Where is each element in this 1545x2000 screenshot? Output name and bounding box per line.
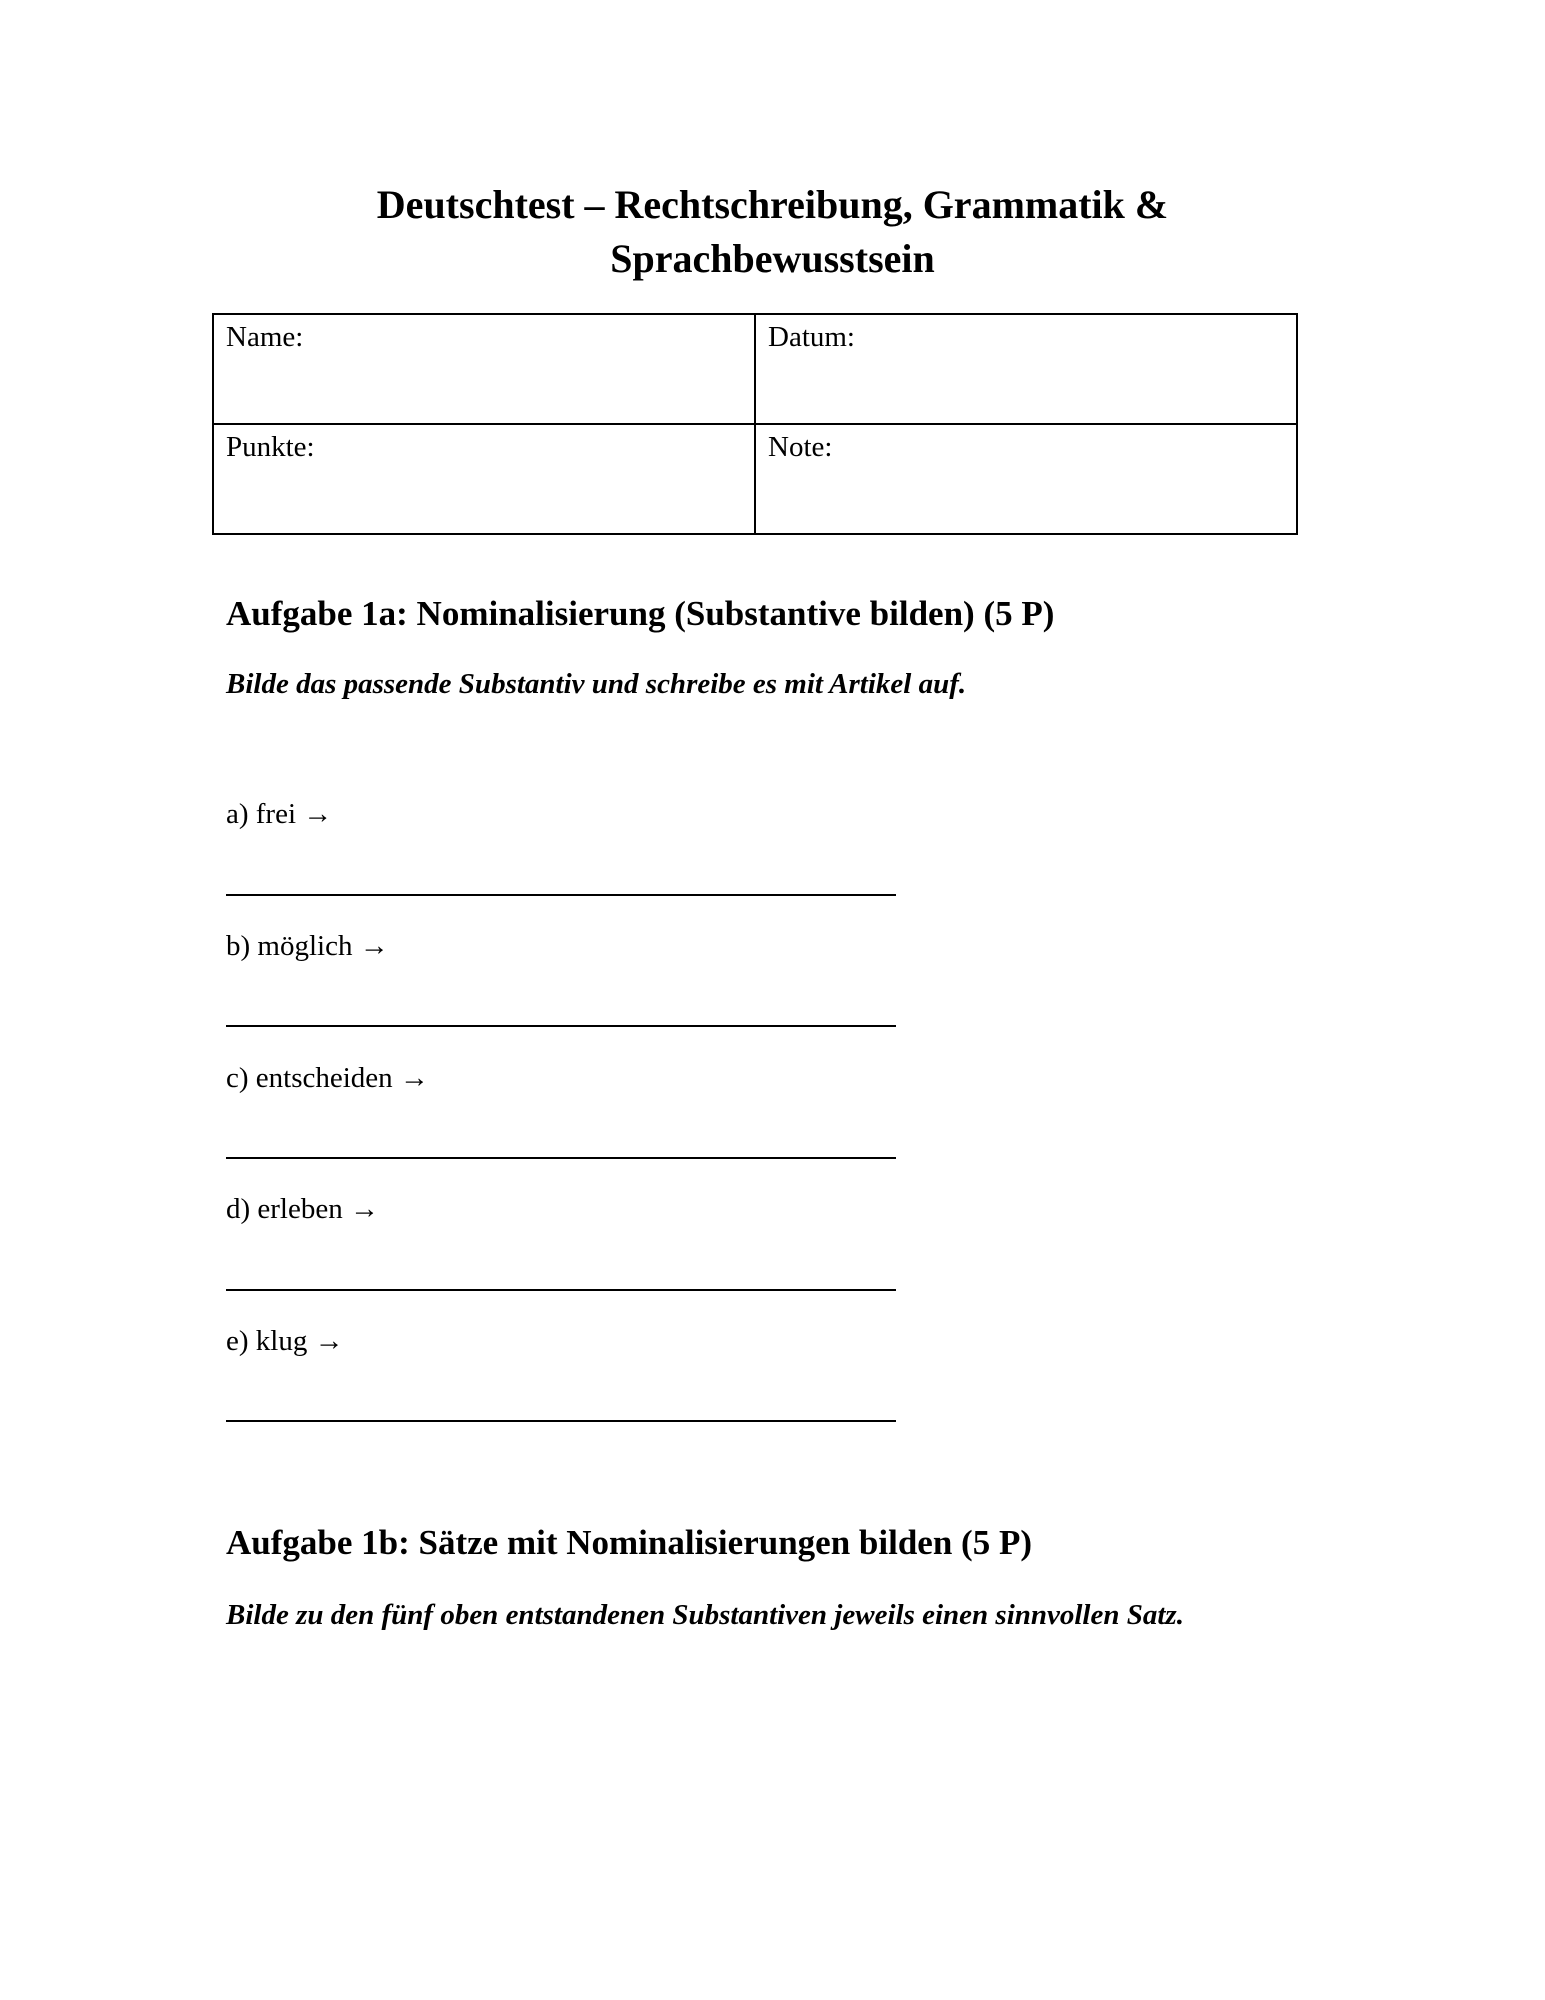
task-1a-instruction: Bilde das passende Substantiv und schreibe es mit Artikel auf.	[226, 668, 967, 700]
grade-field[interactable]	[755, 424, 1297, 534]
task-1a-item-d: d) erleben →	[226, 1193, 379, 1225]
document-title	[0, 178, 1545, 286]
title-line-2: Sprachbewusstsein	[610, 236, 935, 281]
task-1b-heading: Aufgabe 1b: Sätze mit Nominalisierungen bilden (5 P)	[226, 1523, 1032, 1562]
date-field[interactable]	[755, 314, 1297, 424]
answer-line-b[interactable]	[226, 1025, 896, 1027]
table-row	[213, 314, 1297, 424]
title-line-1: Deutschtest – Rechtschreibung, Grammatik &	[376, 182, 1169, 227]
table-row	[213, 424, 1297, 534]
answer-line-a[interactable]	[226, 894, 896, 896]
grade-label: Note:	[768, 431, 833, 463]
task-1a-heading: Aufgabe 1a: Nominalisierung (Substantive bilden) (5 P)	[226, 594, 1055, 633]
answer-line-d[interactable]	[226, 1289, 896, 1291]
task-1a-item-b: b) möglich →	[226, 930, 389, 962]
points-label: Punkte:	[226, 431, 315, 463]
answer-line-c[interactable]	[226, 1157, 896, 1159]
name-label: Name:	[226, 321, 304, 353]
points-field[interactable]	[213, 424, 755, 534]
name-field[interactable]	[213, 314, 755, 424]
task-1b-instruction: Bilde zu den fünf oben entstandenen Substantiven jeweils einen sinnvollen Satz.	[226, 1599, 1184, 1631]
task-1a-item-a: a) frei →	[226, 798, 333, 830]
task-1a-item-c: c) entscheiden →	[226, 1062, 429, 1094]
answer-line-e[interactable]	[226, 1420, 896, 1422]
student-info-table	[212, 313, 1298, 535]
date-label: Datum:	[768, 321, 855, 353]
task-1a-item-e: e) klug →	[226, 1325, 344, 1357]
